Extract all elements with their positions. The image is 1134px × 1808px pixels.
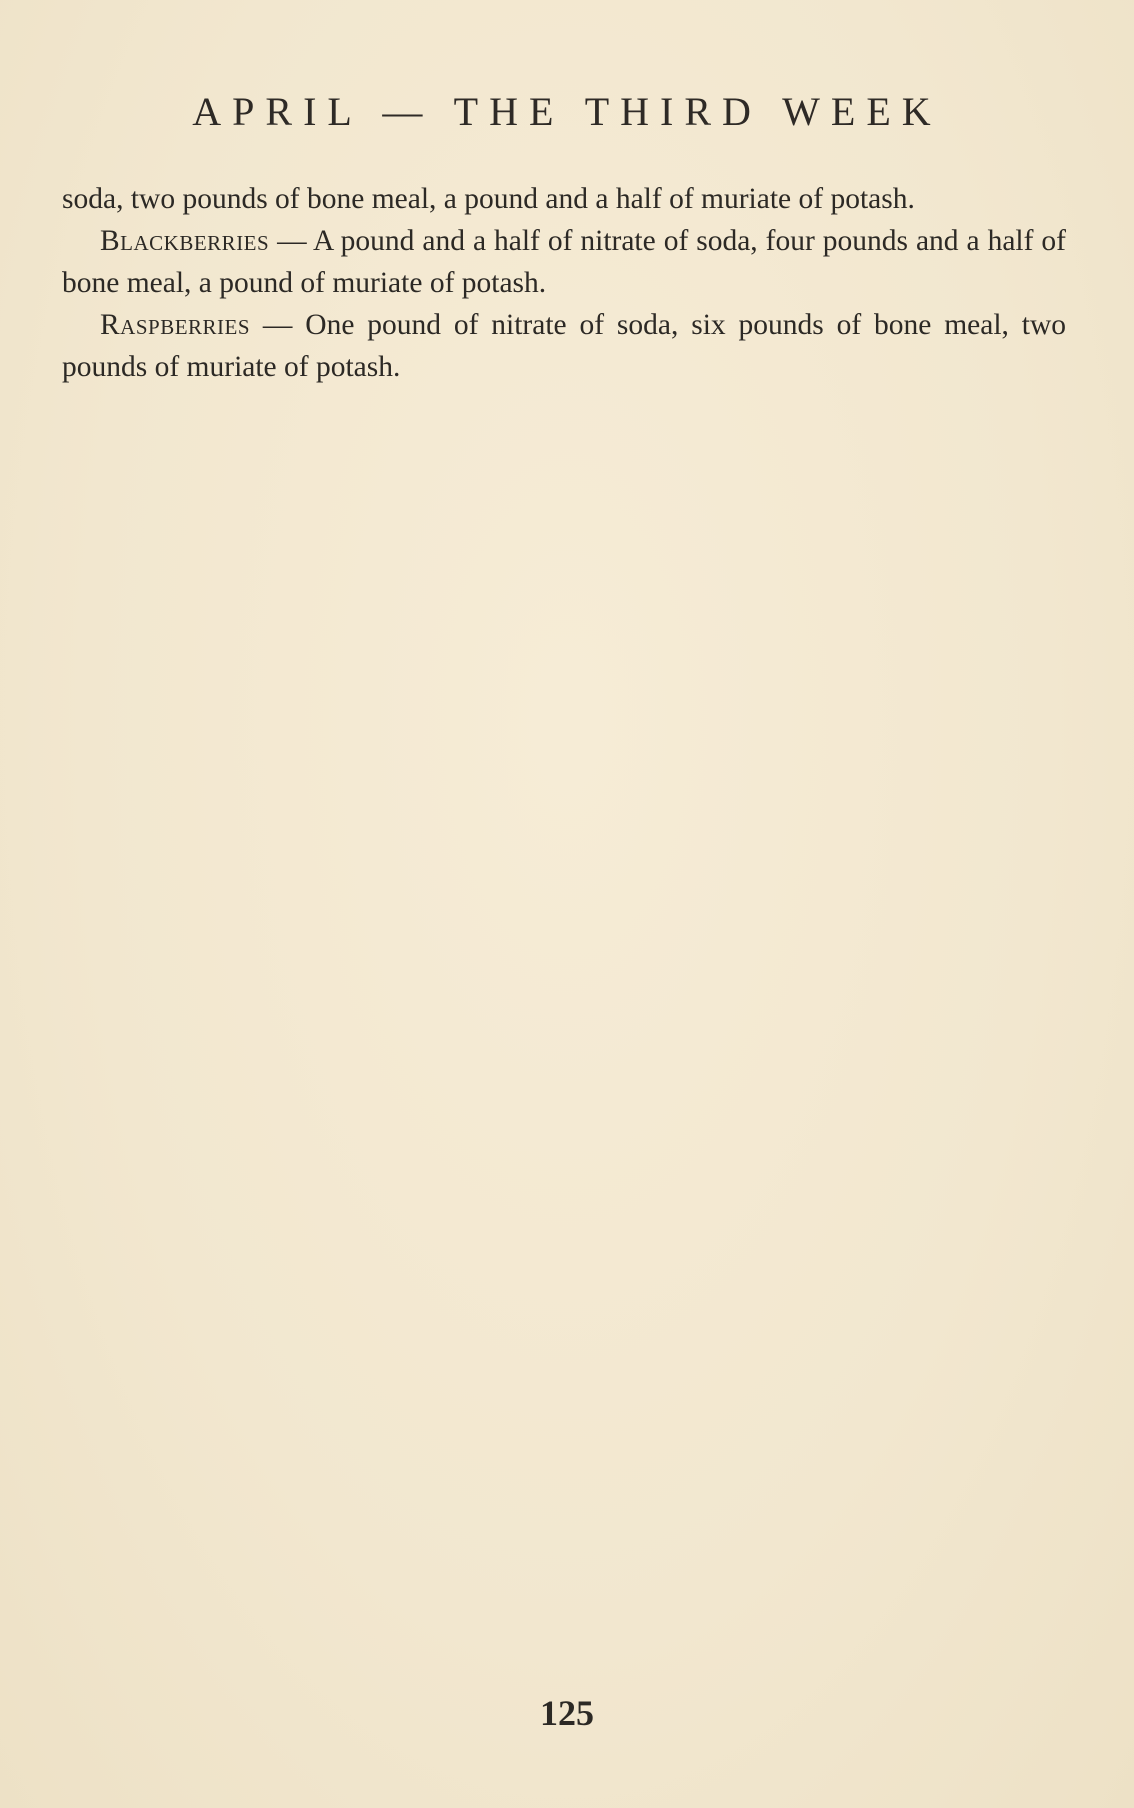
entry-text-blackberries: — A pound and a half of nitrate of soda, four pounds and a half of bone meal, a pound of muriate of potash. — [62, 225, 1066, 299]
page-number: 125 — [540, 1693, 594, 1733]
entry-heading-blackberries: Blackberries — [100, 225, 270, 257]
entry-text-raspberries: — One pound of nitrate of soda, six pounds of bone meal, two pounds of muriate of potash. — [62, 309, 1066, 383]
paragraph-continuation: soda, two pounds of bone meal, a pound and a half of muriate of potash. — [62, 183, 915, 215]
paragraph-raspberries — [62, 304, 1066, 388]
body-text — [62, 178, 1066, 388]
running-head: APRIL — THE THIRD WEEK — [192, 89, 942, 134]
entry-heading-raspberries: Raspberries — [100, 309, 251, 341]
paragraph-blackberries — [62, 220, 1066, 304]
